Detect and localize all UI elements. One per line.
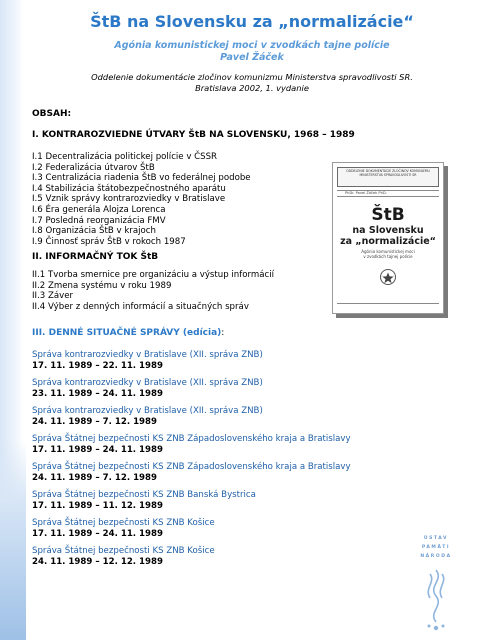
book-cover-subtitle xyxy=(333,249,443,259)
report-entry xyxy=(32,434,351,456)
section-2-item: II.2 Zmena systému v roku 1989 xyxy=(32,280,172,291)
report-entry xyxy=(32,490,256,512)
page-subtitle: Agónia komunistickej moci v zvodkách tajne polície xyxy=(114,40,390,51)
book-cover-title-1: ŠtB xyxy=(371,205,405,225)
report-entry xyxy=(32,462,351,484)
section-1-item: I.6 Éra generála Alojza Lorenca xyxy=(32,204,166,215)
report-dates: 24. 11. 1989 – 7. 12. 1989 xyxy=(32,473,157,483)
section-3-heading xyxy=(32,328,224,338)
report-dates: 24. 11. 1989 – 12. 12. 1989 xyxy=(32,557,163,567)
report-title: Správa kontrarozviedky v Bratislave (XII. správa ZNB) xyxy=(32,350,263,360)
book-cover-title-line: za „normalizácie“ xyxy=(340,236,436,247)
report-title: Správa Štátnej bezpečnosti KS ZNB Košice xyxy=(32,546,215,556)
report-dates: 17. 11. 1989 – 11. 12. 1989 xyxy=(32,501,163,511)
logo-line-3: NÁRODA xyxy=(420,554,452,559)
contents-label: OBSAH: xyxy=(32,109,72,119)
section-2-item: II.1 Tvorba smernice pre organizáciu a výstup informácií xyxy=(32,270,275,280)
section-1-item: I.5 Vznik správy kontrarozviedky v Bratislave xyxy=(32,194,226,205)
report-entry xyxy=(32,546,215,568)
section-1-item: I.8 Organizácia ŠtB v krajoch xyxy=(32,226,156,237)
page-title: ŠtB na Slovensku za „normalizácie“ xyxy=(90,12,414,31)
report-title: Správa Štátnej bezpečnosti KS ZNB Západoslovenského kraja a Bratislavy xyxy=(32,462,351,472)
author-name: Pavel Žáček xyxy=(220,52,284,63)
book-cover-author: PhDr. Pavel Žáček PhD. xyxy=(337,190,439,197)
logo-line-1: ÚSTAV xyxy=(423,536,449,541)
section-1-item: I.2 Federalizácia útvarov ŠtB xyxy=(32,162,155,173)
star-icon xyxy=(381,271,395,285)
section-1-item: I.4 Stabilizácia štátobezpečnostného aparátu xyxy=(32,183,226,194)
report-title: Správa Štátnej bezpečnosti KS ZNB Západoslovenského kraja a Bratislavy xyxy=(32,434,351,444)
section-2-heading: II. INFORMAČNÝ TOK ŠtB xyxy=(32,252,159,262)
logo-line-2: PAMÄTI xyxy=(421,545,451,550)
institute-logo xyxy=(406,528,466,638)
report-title: Správa kontrarozviedky v Bratislave (XII. správa ZNB) xyxy=(32,406,263,416)
publisher-info xyxy=(32,72,472,94)
section-3-heading-text: III. DENNÉ SITUAČNÉ SPRÁVY (edícia) xyxy=(32,328,222,338)
report-entry xyxy=(32,378,263,400)
book-cover-title-2 xyxy=(333,225,443,247)
section-1-item: I.3 Centralizácia riadenia ŠtB vo federálnej podobe xyxy=(32,173,251,184)
publisher-line-2: Bratislava 2002, 1. vydanie xyxy=(195,83,309,93)
book-cover-header: ODDELENIE DOKUMENTÁCIE ZLOČINOV KOMUNIZMU MINISTERSTVA SPRAVODLIVOSTI SR xyxy=(337,167,439,187)
report-dates: 17. 11. 1989 – 24. 11. 1989 xyxy=(32,529,163,539)
flame-emblem-icon xyxy=(414,564,458,634)
star-emblem-icon xyxy=(380,269,396,285)
report-entry xyxy=(32,350,263,372)
report-title: Správa Štátnej bezpečnosti KS ZNB Banská Bystrica xyxy=(32,490,256,500)
section-2-item: II.3 Záver xyxy=(32,291,74,302)
report-entry xyxy=(32,406,263,428)
book-cover-footer xyxy=(337,303,439,310)
book-cover-subtitle-line: Agónia komunistickej moci xyxy=(361,249,415,254)
report-entry xyxy=(32,518,215,540)
section-2-list xyxy=(32,270,274,312)
section-2-item: II.4 Výber z denných informácií a situačných správ xyxy=(32,301,249,312)
section-1-item: I.9 Činnosť správ ŠtB v rokoch 1987 xyxy=(32,236,186,247)
section-1-list xyxy=(32,152,251,247)
left-band-gradient xyxy=(0,440,26,640)
report-dates: 24. 11. 1989 – 7. 12. 1989 xyxy=(32,417,157,427)
publisher-line-1: Oddelenie dokumentácie zločinov komunizmu Ministerstva spravodlivosti SR. xyxy=(91,72,413,82)
report-title: Správa Štátnej bezpečnosti KS ZNB Košice xyxy=(32,518,215,528)
section-1-item: I.1 Decentralizácia politickej polície v ČSSR xyxy=(32,152,218,162)
report-dates: 17. 11. 1989 – 22. 11. 1989 xyxy=(32,361,163,371)
report-dates: 23. 11. 1989 – 24. 11. 1989 xyxy=(32,389,163,399)
book-cover-subtitle-line: v zvodkách tajnej polície xyxy=(363,254,413,259)
report-dates: 17. 11. 1989 – 24. 11. 1989 xyxy=(32,445,163,455)
section-1-heading: I. KONTRAROZVIEDNE ÚTVARY ŠtB NA SLOVENSKU, 1968 – 1989 xyxy=(32,130,355,140)
book-cover-title-line: na Slovensku xyxy=(352,225,424,236)
section-3-heading-colon: : xyxy=(221,328,225,338)
section-1-item: I.7 Posledná reorganizácia FMV xyxy=(32,215,166,226)
book-cover-image xyxy=(332,162,444,314)
left-decorative-band xyxy=(0,0,24,640)
report-title: Správa kontrarozviedky v Bratislave (XII. správa ZNB) xyxy=(32,378,263,388)
